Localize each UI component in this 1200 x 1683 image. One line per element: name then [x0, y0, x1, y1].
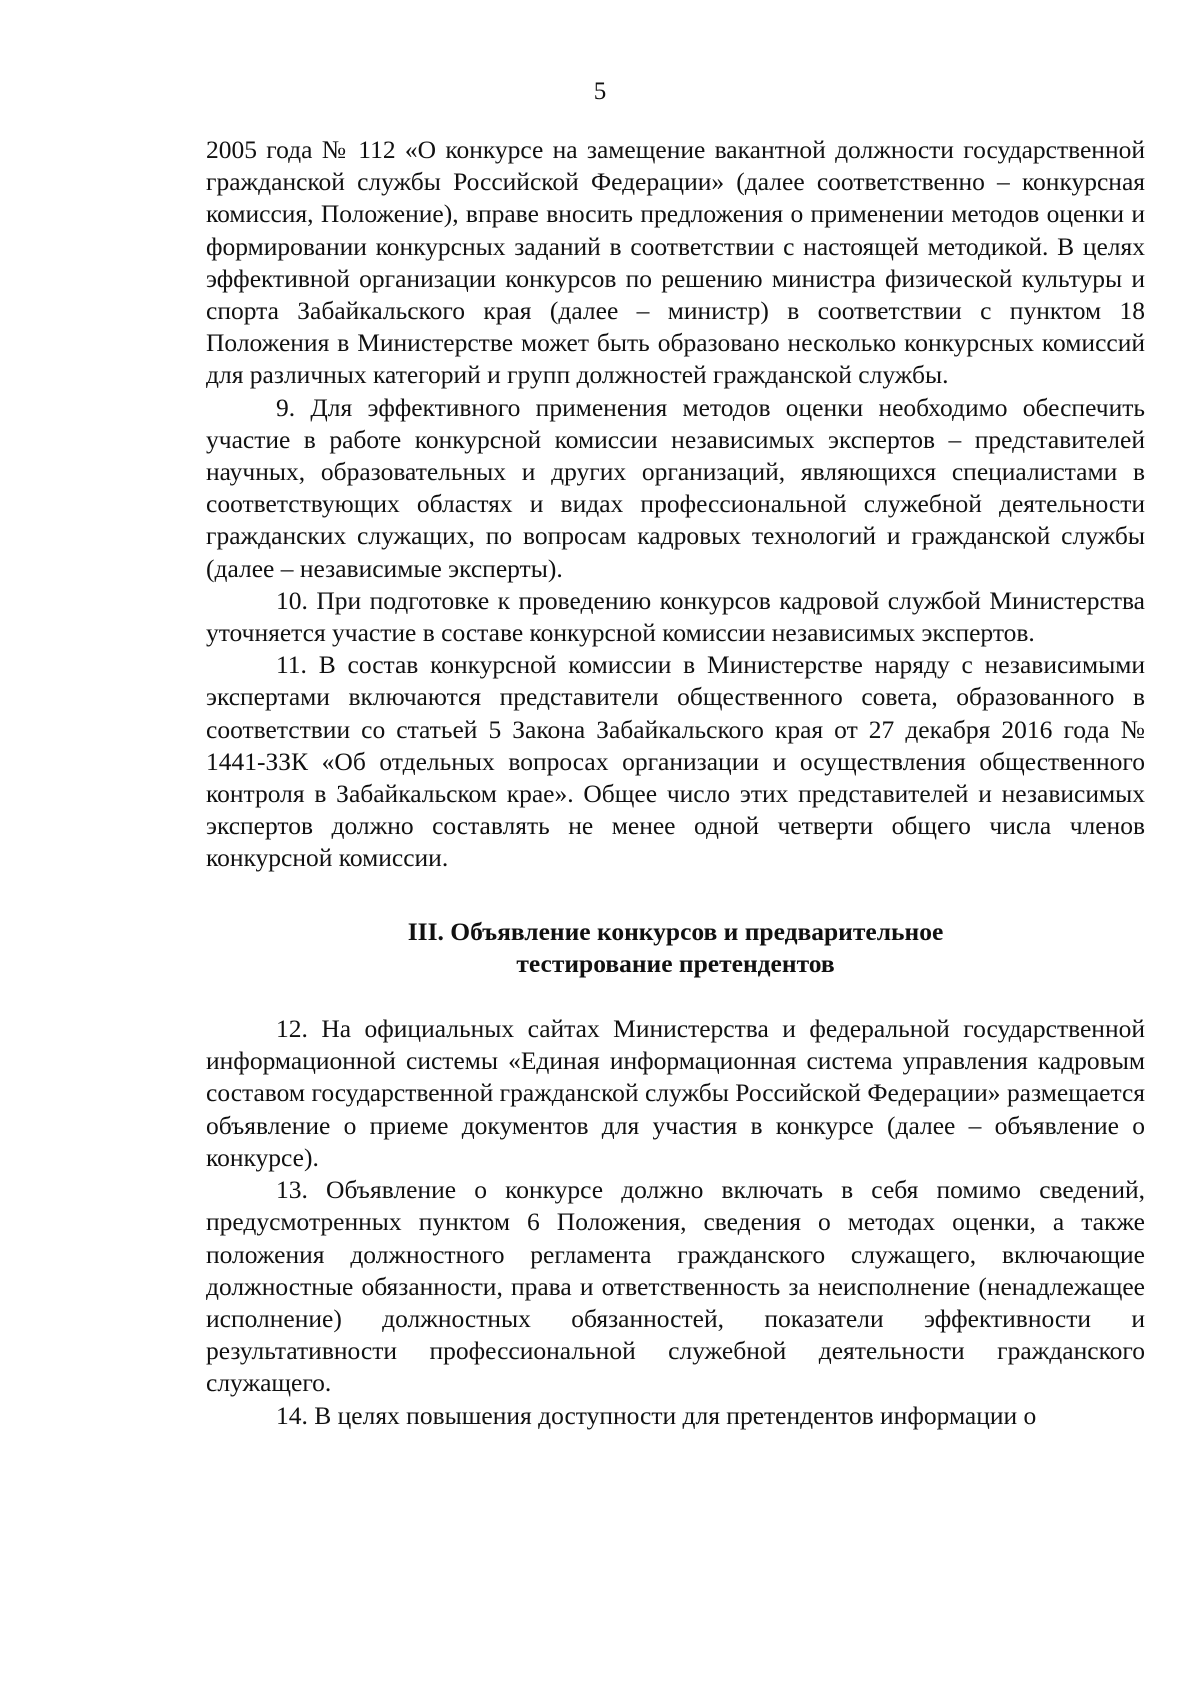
section-heading [206, 916, 1145, 980]
page-number: 5 [593, 78, 607, 105]
paragraph-10: 10. При подготовке к проведению конкурсов кадровой службой Министерства уточняется участие в составе конкурсной комиссии независимых экспертов. [206, 585, 1145, 648]
section-heading-line-1: III. Объявление конкурсов и предварительное [407, 916, 944, 946]
paragraph-14: 14. В целях повышения доступности для претендентов информации о [276, 1400, 1037, 1430]
paragraph-11: 11. В состав конкурсной комиссии в Министерстве наряду с независимыми экспертами включаются представители общественного совета, образованного в соответствии со статьей 5 Закона Забайкальского края от 27 декабря 2016 года № 1441-ЗЗК «Об отдельных вопросах организации и осуществления общественного контроля в Забайкальском крае». Общее число этих представителей и независимых экспертов должно составлять не менее одной четверти общего числа членов конкурсной комиссии. [206, 650, 1145, 873]
paragraph-13: 13. Объявление о конкурсе должно включать в себя помимо сведений, предусмотренных пунктом 6 Положения, сведения о методах оценки, а также положения должностного регламента гражданского служащего, включающие должностные обязанности, права и ответственность за неисполнение (ненадлежащее исполнение) должностных обязанностей, показатели эффективности и результативности профессиональной служебной деятельности гражданского служащего. [206, 1175, 1145, 1398]
paragraph-12: 12. На официальных сайтах Министерства и федеральной государственной информационной системы «Единая информационная система управления кадровым составом государственной гражданской службы Российской Федерации» размещается объявление о приеме документов для участия в конкурсе (далее – объявление о конкурсе). [206, 1014, 1145, 1172]
document-body [206, 134, 1145, 1432]
paragraph-9: 9. Для эффективного применения методов оценки необходимо обеспечить участие в работе конкурсной комиссии независимых экспертов – представителей научных, образовательных и других организаций, являющихся специалистами в соответствующих областях и видах профессиональной служебной деятельности гражданских служащих, по вопросам кадровых технологий и гражданской службы (далее – независимые эксперты). [206, 392, 1145, 583]
section-heading-line-2: тестирование претендентов [516, 948, 835, 978]
paragraph-continuation: 2005 года № 112 «О конкурсе на замещение вакантной должности государственной гражданской службы Российской Федерации» (далее соответственно – конкурсная комиссия, Положение), вправе вносить предложения о применении методов оценки и формировании конкурсных заданий в соответствии с настоящей методикой. В целях эффективной организации конкурсов по решению министра физической культуры и спорта Забайкальского края (далее – министр) в соответствии с пунктом 18 Положения в Министерстве может быть образовано несколько конкурсных комиссий для различных категорий и групп должностей гражданской службы. [206, 135, 1145, 390]
